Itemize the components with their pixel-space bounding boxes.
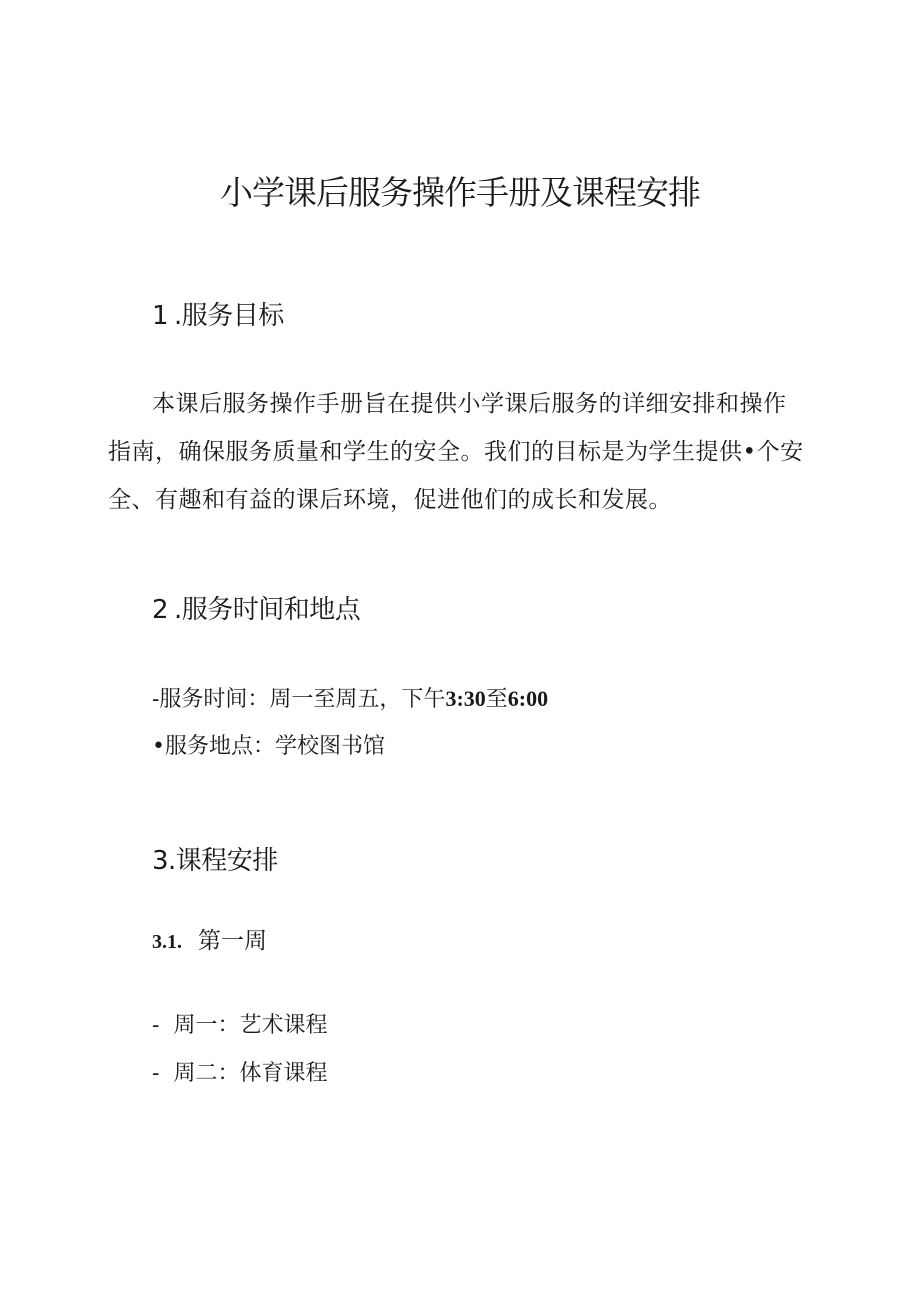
subsection-3-1-heading	[152, 923, 267, 960]
section-1-paragraph: 本课后服务操作手册旨在提供小学课后服务的详细安排和操作指南，确保服务质量和学生的安全。我们的目标是为学生提供•个安全、有趣和有益的课后环境，促进他们的成长和发展。	[108, 391, 804, 513]
section-1-number: 1	[152, 301, 169, 331]
section-1-heading	[152, 296, 284, 336]
subsection-3-1-title: 第一周	[198, 928, 267, 954]
service-location-line: •服务地点：学校图书馆	[152, 734, 385, 759]
section-2-number: 2	[152, 595, 169, 625]
section-2-title: .服务时间和地点	[174, 595, 361, 625]
document-title: 小学课后服务操作手册及课程安排	[220, 173, 700, 212]
subsection-3-1-number: 3.1.	[152, 931, 182, 953]
list-item	[152, 1008, 327, 1044]
section-3-heading: 3.课程安排	[152, 846, 278, 876]
service-time-to: 至	[485, 687, 508, 712]
section-2-heading	[152, 590, 360, 630]
service-time-line	[152, 681, 548, 718]
list-item-dash: -	[152, 1013, 160, 1038]
service-time-start: 3:30	[445, 686, 486, 711]
section-1-title: .服务目标	[174, 301, 284, 331]
list-item-text: 周一：艺术课程	[173, 1013, 328, 1038]
list-item-text: 周二：体育课程	[173, 1061, 328, 1086]
service-time-end: 6:00	[507, 686, 549, 711]
list-item	[152, 1056, 327, 1092]
list-item-dash: -	[152, 1061, 160, 1086]
service-time-prefix: -服务时间：周一至周五，下午	[152, 687, 446, 712]
